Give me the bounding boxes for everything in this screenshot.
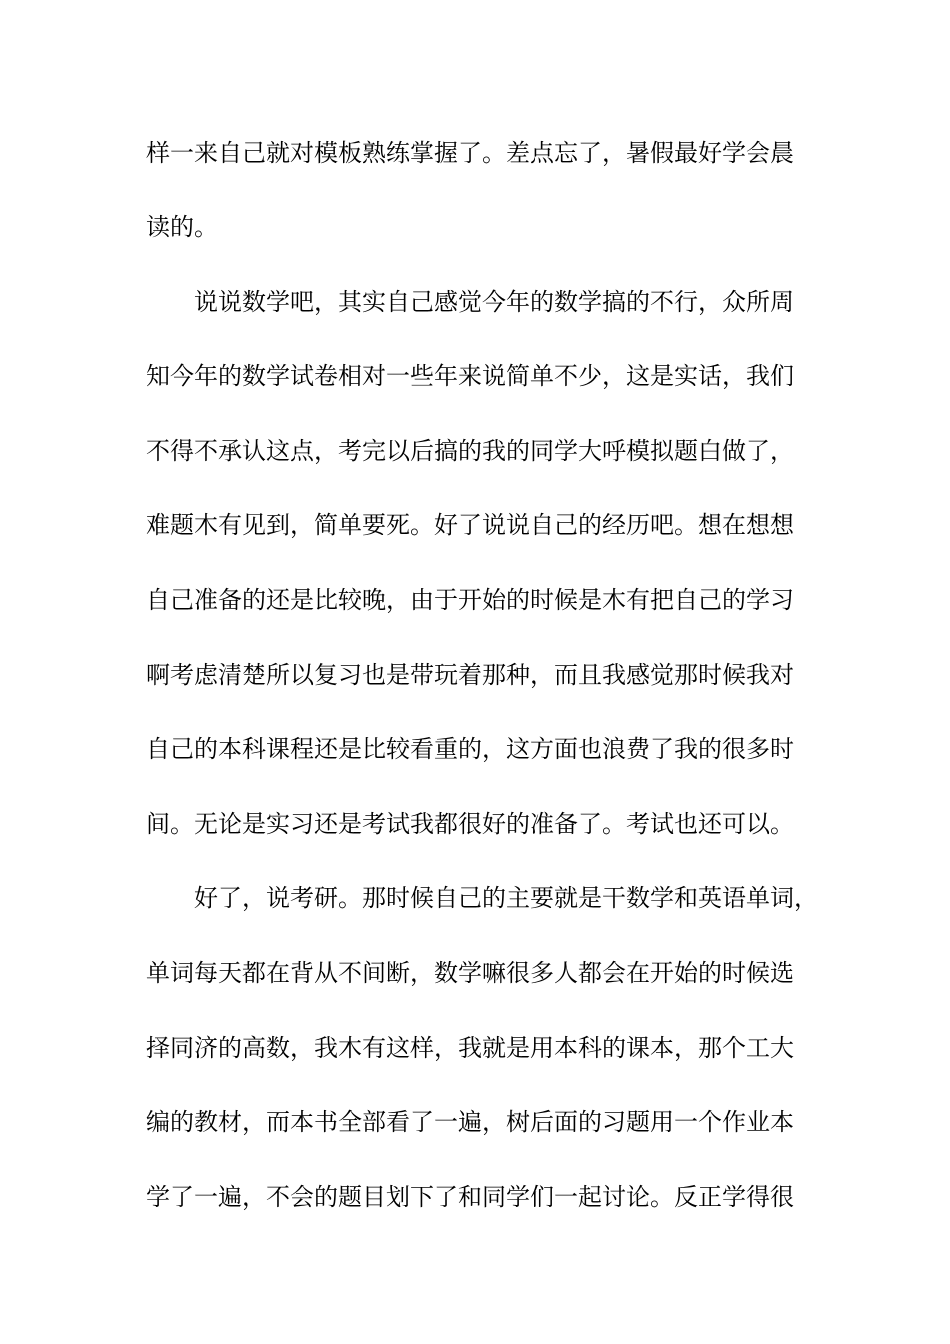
text-line: 择同济的高数，我木有这样，我就是用本科的课本，那个工大 — [146, 1034, 794, 1062]
text-line: 知今年的数学试卷相对一些年来说简单不少，这是实话，我们 — [146, 362, 794, 390]
text-line: 啊考虑清楚所以复习也是带玩着那种，而且我感觉那时候我对 — [146, 661, 794, 689]
text-line: 样一来自己就对模板熟练掌握了。差点忘了，暑假最好学会晨 — [146, 139, 794, 167]
paragraph-first-line: 好了，说考研。那时候自己的主要就是干数学和英语单词， — [194, 884, 818, 912]
text-line: 单词每天都在背从不间断，数学嘛很多人都会在开始的时候选 — [146, 959, 794, 987]
paragraph-first-line: 说说数学吧，其实自己感觉今年的数学搞的不行，众所周 — [194, 288, 794, 316]
text-line: 自己准备的还是比较晚，由于开始的时候是木有把自己的学习 — [146, 586, 794, 614]
text-line: 读的。 — [146, 213, 218, 241]
text-line: 不得不承认这点，考完以后搞的我的同学大呼模拟题白做了， — [146, 437, 794, 465]
text-line: 学了一遍，不会的题目划下了和同学们一起讨论。反正学得很 — [146, 1183, 794, 1211]
text-line: 难题木有见到，简单要死。好了说说自己的经历吧。想在想想 — [146, 511, 794, 539]
text-line: 编的教材，而本书全部看了一遍，树后面的习题用一个作业本 — [146, 1108, 794, 1136]
text-line: 间。无论是实习还是考试我都很好的准备了。考试也还可以。 — [146, 810, 794, 838]
text-line: 自己的本科课程还是比较看重的，这方面也浪费了我的很多时 — [146, 735, 794, 763]
